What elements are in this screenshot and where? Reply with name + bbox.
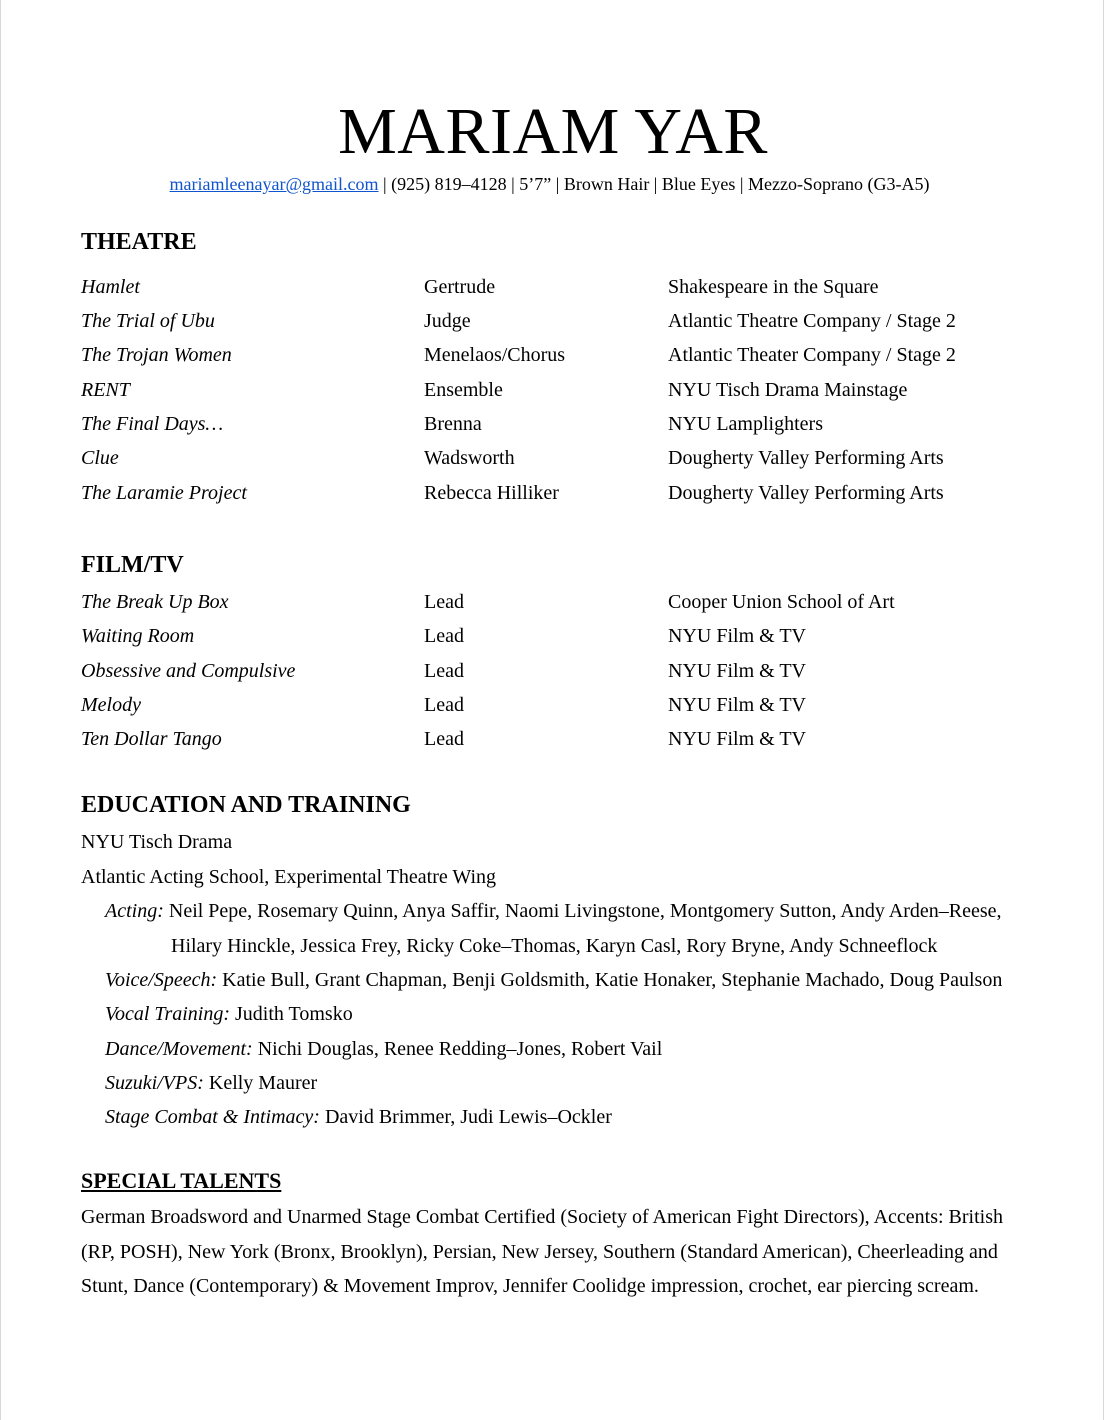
contact-details: | (925) 819–4128 | 5’7” | Brown Hair | Blue Eyes | Mezzo-Soprano (G3-A5) <box>378 174 930 194</box>
talents-line-2: (RP, POSH), New York (Bronx, Brooklyn), Persian, New Jersey, Southern (Standard American), Cheerleading and <box>81 1241 998 1263</box>
show-title: Melody <box>81 694 141 716</box>
training-label: Suzuki/VPS: <box>105 1072 204 1094</box>
resume-name: MARIAM YAR <box>338 95 768 168</box>
show-title: RENT <box>81 379 130 401</box>
training-vocal <box>105 999 353 1029</box>
role: Lead <box>424 694 464 716</box>
venue: Dougherty Valley Performing Arts <box>668 482 944 504</box>
venue: NYU Film & TV <box>668 694 806 716</box>
training-names: Nichi Douglas, Renee Redding–Jones, Robert Vail <box>252 1038 663 1060</box>
role: Lead <box>424 728 464 750</box>
talents-heading: SPECIAL TALENTS <box>81 1168 282 1193</box>
email-link[interactable]: mariamleenayar@gmail.com <box>169 174 379 194</box>
training-names: Katie Bull, Grant Chapman, Benji Goldsmith, Katie Honaker, Stephanie Machado, Doug Paulson <box>217 969 1003 991</box>
venue: Shakespeare in the Square <box>668 276 879 298</box>
school-atlantic: Atlantic Acting School, Experimental Theatre Wing <box>81 866 497 888</box>
venue: Cooper Union School of Art <box>668 591 895 613</box>
role: Rebecca Hilliker <box>424 482 559 504</box>
theatre-heading: THEATRE <box>81 229 197 255</box>
training-acting-cont: Hilary Hinckle, Jessica Frey, Ricky Coke–Thomas, Karyn Casl, Rory Bryne, Andy Schneeflock <box>171 935 938 957</box>
venue: NYU Lamplighters <box>668 413 823 435</box>
show-title: Clue <box>81 447 119 469</box>
training-acting <box>105 896 1002 926</box>
show-title: The Trial of Ubu <box>81 310 215 332</box>
training-label: Vocal Training: <box>105 1003 231 1025</box>
training-label: Voice/Speech: <box>105 969 218 991</box>
training-combat <box>105 1102 612 1132</box>
show-title: Ten Dollar Tango <box>81 728 222 750</box>
venue: Dougherty Valley Performing Arts <box>668 447 944 469</box>
training-names: Judith Tomsko <box>230 1003 353 1025</box>
venue: NYU Film & TV <box>668 660 806 682</box>
show-title: Waiting Room <box>81 625 195 647</box>
role: Ensemble <box>424 379 503 401</box>
talents-line-1: German Broadsword and Unarmed Stage Combat Certified (Society of American Fight Directors), Accents: British <box>81 1206 1004 1228</box>
training-voice <box>105 965 1002 995</box>
role: Lead <box>424 591 464 613</box>
training-label: Stage Combat & Intimacy: <box>105 1106 320 1128</box>
show-title: The Laramie Project <box>81 482 247 504</box>
role: Gertrude <box>424 276 496 298</box>
training-names: Kelly Maurer <box>203 1072 318 1094</box>
training-dance <box>105 1034 662 1064</box>
role: Judge <box>424 310 471 332</box>
film-heading: FILM/TV <box>81 552 184 578</box>
show-title: The Break Up Box <box>81 591 229 613</box>
training-names: David Brimmer, Judi Lewis–Ockler <box>319 1106 612 1128</box>
training-label: Dance/Movement: <box>105 1038 253 1060</box>
show-title: The Trojan Women <box>81 344 232 366</box>
role: Brenna <box>424 413 482 435</box>
training-label: Acting: <box>105 900 164 922</box>
education-heading: EDUCATION AND TRAINING <box>81 792 411 818</box>
training-suzuki <box>105 1068 317 1098</box>
show-title: Obsessive and Compulsive <box>81 660 296 682</box>
talents-line-3: Stunt, Dance (Contemporary) & Movement Improv, Jennifer Coolidge impression, crochet, ear piercing scream. <box>81 1275 979 1297</box>
role: Lead <box>424 660 464 682</box>
venue: Atlantic Theater Company / Stage 2 <box>668 344 956 366</box>
training-names: Neil Pepe, Rosemary Quinn, Anya Saffir, Naomi Livingstone, Montgomery Sutton, Andy Arden–Reese, <box>163 900 1002 922</box>
venue: NYU Tisch Drama Mainstage <box>668 379 908 401</box>
venue: NYU Film & TV <box>668 625 806 647</box>
venue: Atlantic Theatre Company / Stage 2 <box>668 310 956 332</box>
show-title: The Final Days… <box>81 413 224 435</box>
contact-line <box>1 172 1098 196</box>
school-nyu: NYU Tisch Drama <box>81 831 233 853</box>
role: Lead <box>424 625 464 647</box>
role: Wadsworth <box>424 447 515 469</box>
role: Menelaos/Chorus <box>424 344 566 366</box>
venue: NYU Film & TV <box>668 728 806 750</box>
show-title: Hamlet <box>81 276 140 298</box>
